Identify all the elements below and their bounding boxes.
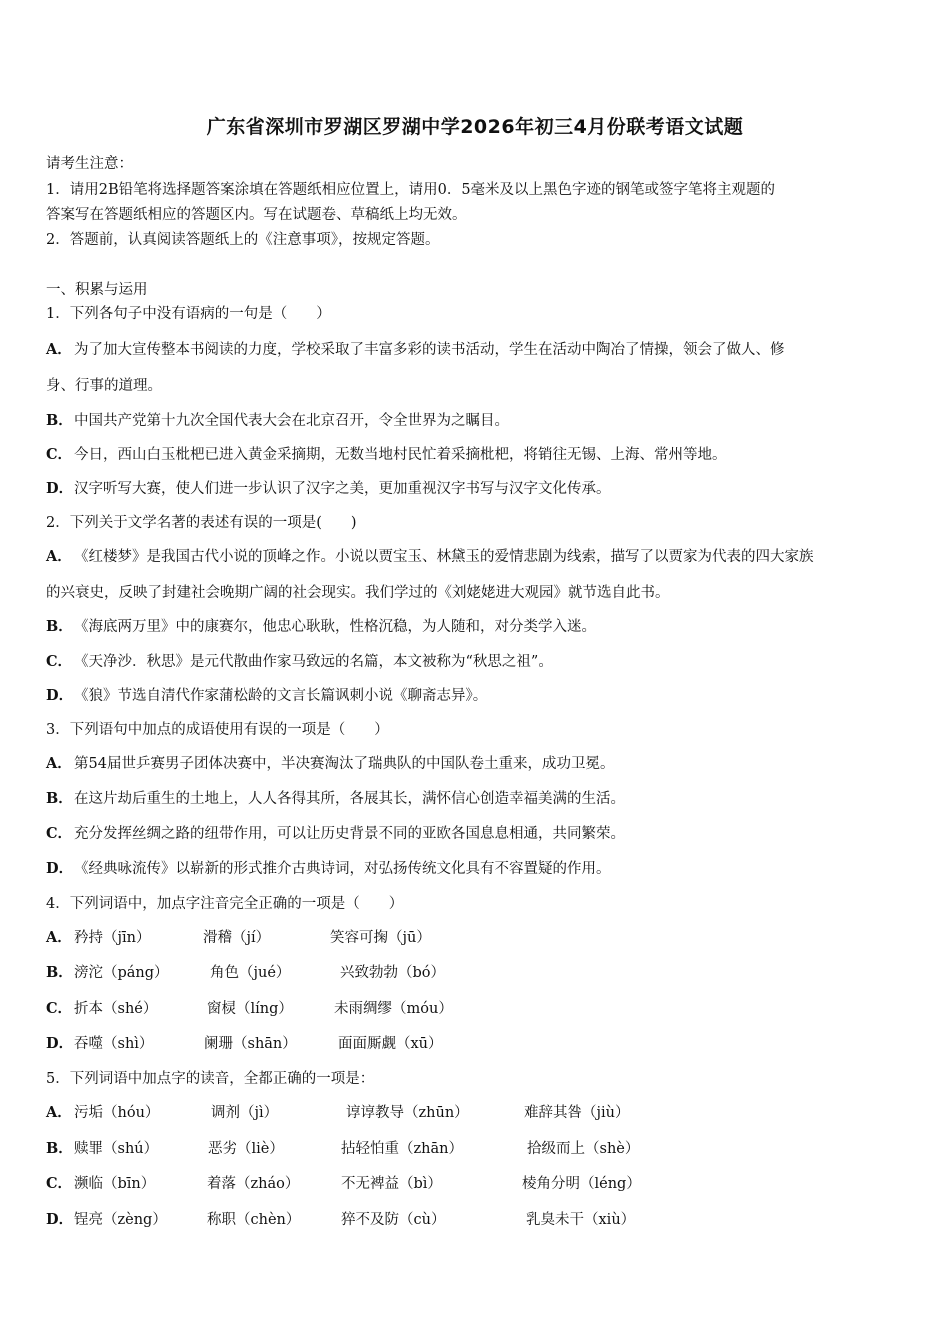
option-word: 难辞其咎（jiù） [524, 1105, 630, 1121]
option-text: 《经典咏流传》以崭新的形式推介古典诗词，对弘扬传统文化具有不容置疑的作用。 [74, 861, 611, 877]
option-word: 污垢（hóu） [74, 1105, 160, 1121]
option-label: B． [46, 964, 73, 981]
notice-item-1: 1．请用2B铅笔将选择题答案涂填在答题纸相应位置上，请用0．5毫米及以上黑色字迹的钢笔或签字笔将主观题的 [46, 182, 776, 198]
option-label: B． [46, 412, 73, 429]
option-word: 恶劣（liè） [208, 1141, 284, 1157]
question-2-option-a-cont: 的兴衰史，反映了封建社会晚期广阔的社会现实。我们学过的《刘姥姥进大观园》就节选自此书。 [46, 585, 670, 601]
question-5-stem: 5．下列词语中加点字的读音，全都正确的一项是： [46, 1071, 375, 1087]
option-text: 《海底两万里》中的康赛尔，他忠心耿耿，性格沉稳，为人随和，对分类学入迷。 [74, 619, 596, 635]
option-label: B． [46, 1140, 73, 1157]
option-word: 调剂（jì） [211, 1105, 279, 1121]
option-label: B． [46, 618, 73, 635]
page-title: 广东省深圳市罗湖区罗湖中学2026年初三4月份联考语文试题 [206, 116, 744, 138]
option-word: 棱角分明（léng） [522, 1176, 641, 1192]
option-label: A． [46, 1104, 72, 1121]
option-text: 今日，西山白玉枇杷已进入黄金采摘期，无数当地村民忙着采摘枇杷，将销往无锡、上海、常州等地。 [74, 447, 727, 463]
option-word: 锃亮（zèng） [74, 1212, 167, 1228]
option-label: C． [46, 1175, 73, 1192]
question-3-option-c [46, 822, 625, 843]
option-label: C． [46, 653, 73, 670]
option-word: 拈轻怕重（zhān） [341, 1141, 463, 1157]
option-word: 吞噬（shì） [74, 1036, 154, 1052]
option-word: 滑稽（jí） [203, 930, 271, 946]
question-2-stem: 2．下列关于文学名著的表述有误的一项是( ) [46, 515, 357, 531]
question-2-option-c [46, 650, 553, 671]
question-1-option-d [46, 477, 611, 498]
option-label: A． [46, 548, 72, 565]
option-label: A． [46, 341, 72, 358]
option-word: 笑容可掬（jū） [330, 930, 431, 946]
question-1-option-b [46, 409, 509, 430]
option-label: A． [46, 929, 72, 946]
option-label: B． [46, 790, 73, 807]
option-label: D． [46, 1035, 74, 1052]
question-4-stem: 4．下列词语中，加点字注音完全正确的一项是（ ） [46, 896, 404, 912]
question-3-option-b [46, 787, 625, 808]
option-word: 赎罪（shú） [74, 1141, 159, 1157]
option-text: 《红楼梦》是我国古代小说的顶峰之作。小说以贾宝玉、林黛玉的爱情悲剧为线索，描写了以贾家为代表的四大家族 [74, 549, 814, 565]
option-word: 称职（chèn） [207, 1212, 301, 1228]
option-word: 不无裨益（bì） [341, 1176, 442, 1192]
option-word: 乳臭未干（xiù） [526, 1212, 636, 1228]
question-2-option-a [46, 545, 814, 566]
option-text: 汉字听写大赛，使人们进一步认识了汉字之美，更加重视汉字书写与汉字文化传承。 [74, 481, 611, 497]
option-word: 阑珊（shān） [204, 1036, 297, 1052]
option-text: 在这片劫后重生的土地上，人人各得其所，各展其长，满怀信心创造幸福美满的生活。 [74, 791, 625, 807]
option-word: 角色（jué） [210, 965, 291, 981]
option-word: 矜持（jīn） [74, 930, 151, 946]
question-1-stem: 1．下列各句子中没有语病的一句是（ ） [46, 306, 331, 322]
option-text: 充分发挥丝绸之路的纽带作用，可以让历史背景不同的亚欧各国息息相通，共同繁荣。 [74, 826, 625, 842]
option-text: 《天净沙．秋思》是元代散曲作家马致远的名篇，本文被称为“秋思之祖”。 [74, 654, 553, 670]
option-text: 第54届世乒赛男子团体决赛中，半决赛淘汰了瑞典队的中国队卷土重来，成功卫冕。 [74, 756, 615, 772]
notice-heading: 请考生注意： [46, 156, 133, 172]
option-word: 猝不及防（cù） [341, 1212, 446, 1228]
option-word: 面面厮觑（xū） [338, 1036, 443, 1052]
section-heading: 一、积累与运用 [46, 282, 148, 298]
option-word: 折本（shé） [74, 1001, 158, 1017]
option-word: 滂沱（páng） [74, 965, 169, 981]
option-label: C． [46, 825, 73, 842]
question-3-stem: 3．下列语句中加点的成语使用有误的一项是（ ） [46, 722, 389, 738]
option-word: 濒临（bīn） [74, 1176, 156, 1192]
option-label: D． [46, 860, 74, 877]
option-label: D． [46, 480, 74, 497]
notice-item-1-cont: 答案写在答题纸相应的答题区内。写在试题卷、草稿纸上均无效。 [46, 207, 467, 223]
option-label: D． [46, 1211, 74, 1228]
option-word: 窗棂（líng） [207, 1001, 293, 1017]
option-text: 《狼》节选自清代作家蒲松龄的文言长篇讽刺小说《聊斋志异》。 [74, 688, 488, 704]
option-word: 着落（zháo） [207, 1176, 300, 1192]
question-2-option-d [46, 684, 487, 705]
option-word: 拾级而上（shè） [527, 1141, 640, 1157]
notice-item-2: 2．答题前，认真阅读答题纸上的《注意事项》，按规定答题。 [46, 232, 440, 248]
option-word: 谆谆教导（zhūn） [346, 1105, 469, 1121]
option-label: C． [46, 446, 73, 463]
option-text: 中国共产党第十九次全国代表大会在北京召开，令全世界为之瞩目。 [74, 413, 509, 429]
option-label: C． [46, 1000, 73, 1017]
option-label: D． [46, 687, 74, 704]
option-label: A． [46, 755, 72, 772]
question-1-option-a-cont: 身、行事的道理。 [46, 378, 162, 394]
question-3-option-d [46, 857, 611, 878]
question-3-option-a [46, 752, 614, 773]
question-2-option-b [46, 615, 596, 636]
option-word: 未雨绸缪（móu） [334, 1001, 453, 1017]
option-text: 为了加大宣传整本书阅读的力度，学校采取了丰富多彩的读书活动，学生在活动中陶冶了情操，领会了做人、修 [74, 342, 785, 358]
question-1-option-c [46, 443, 727, 464]
question-1-option-a [46, 338, 785, 359]
option-word: 兴致勃勃（bó） [340, 965, 446, 981]
